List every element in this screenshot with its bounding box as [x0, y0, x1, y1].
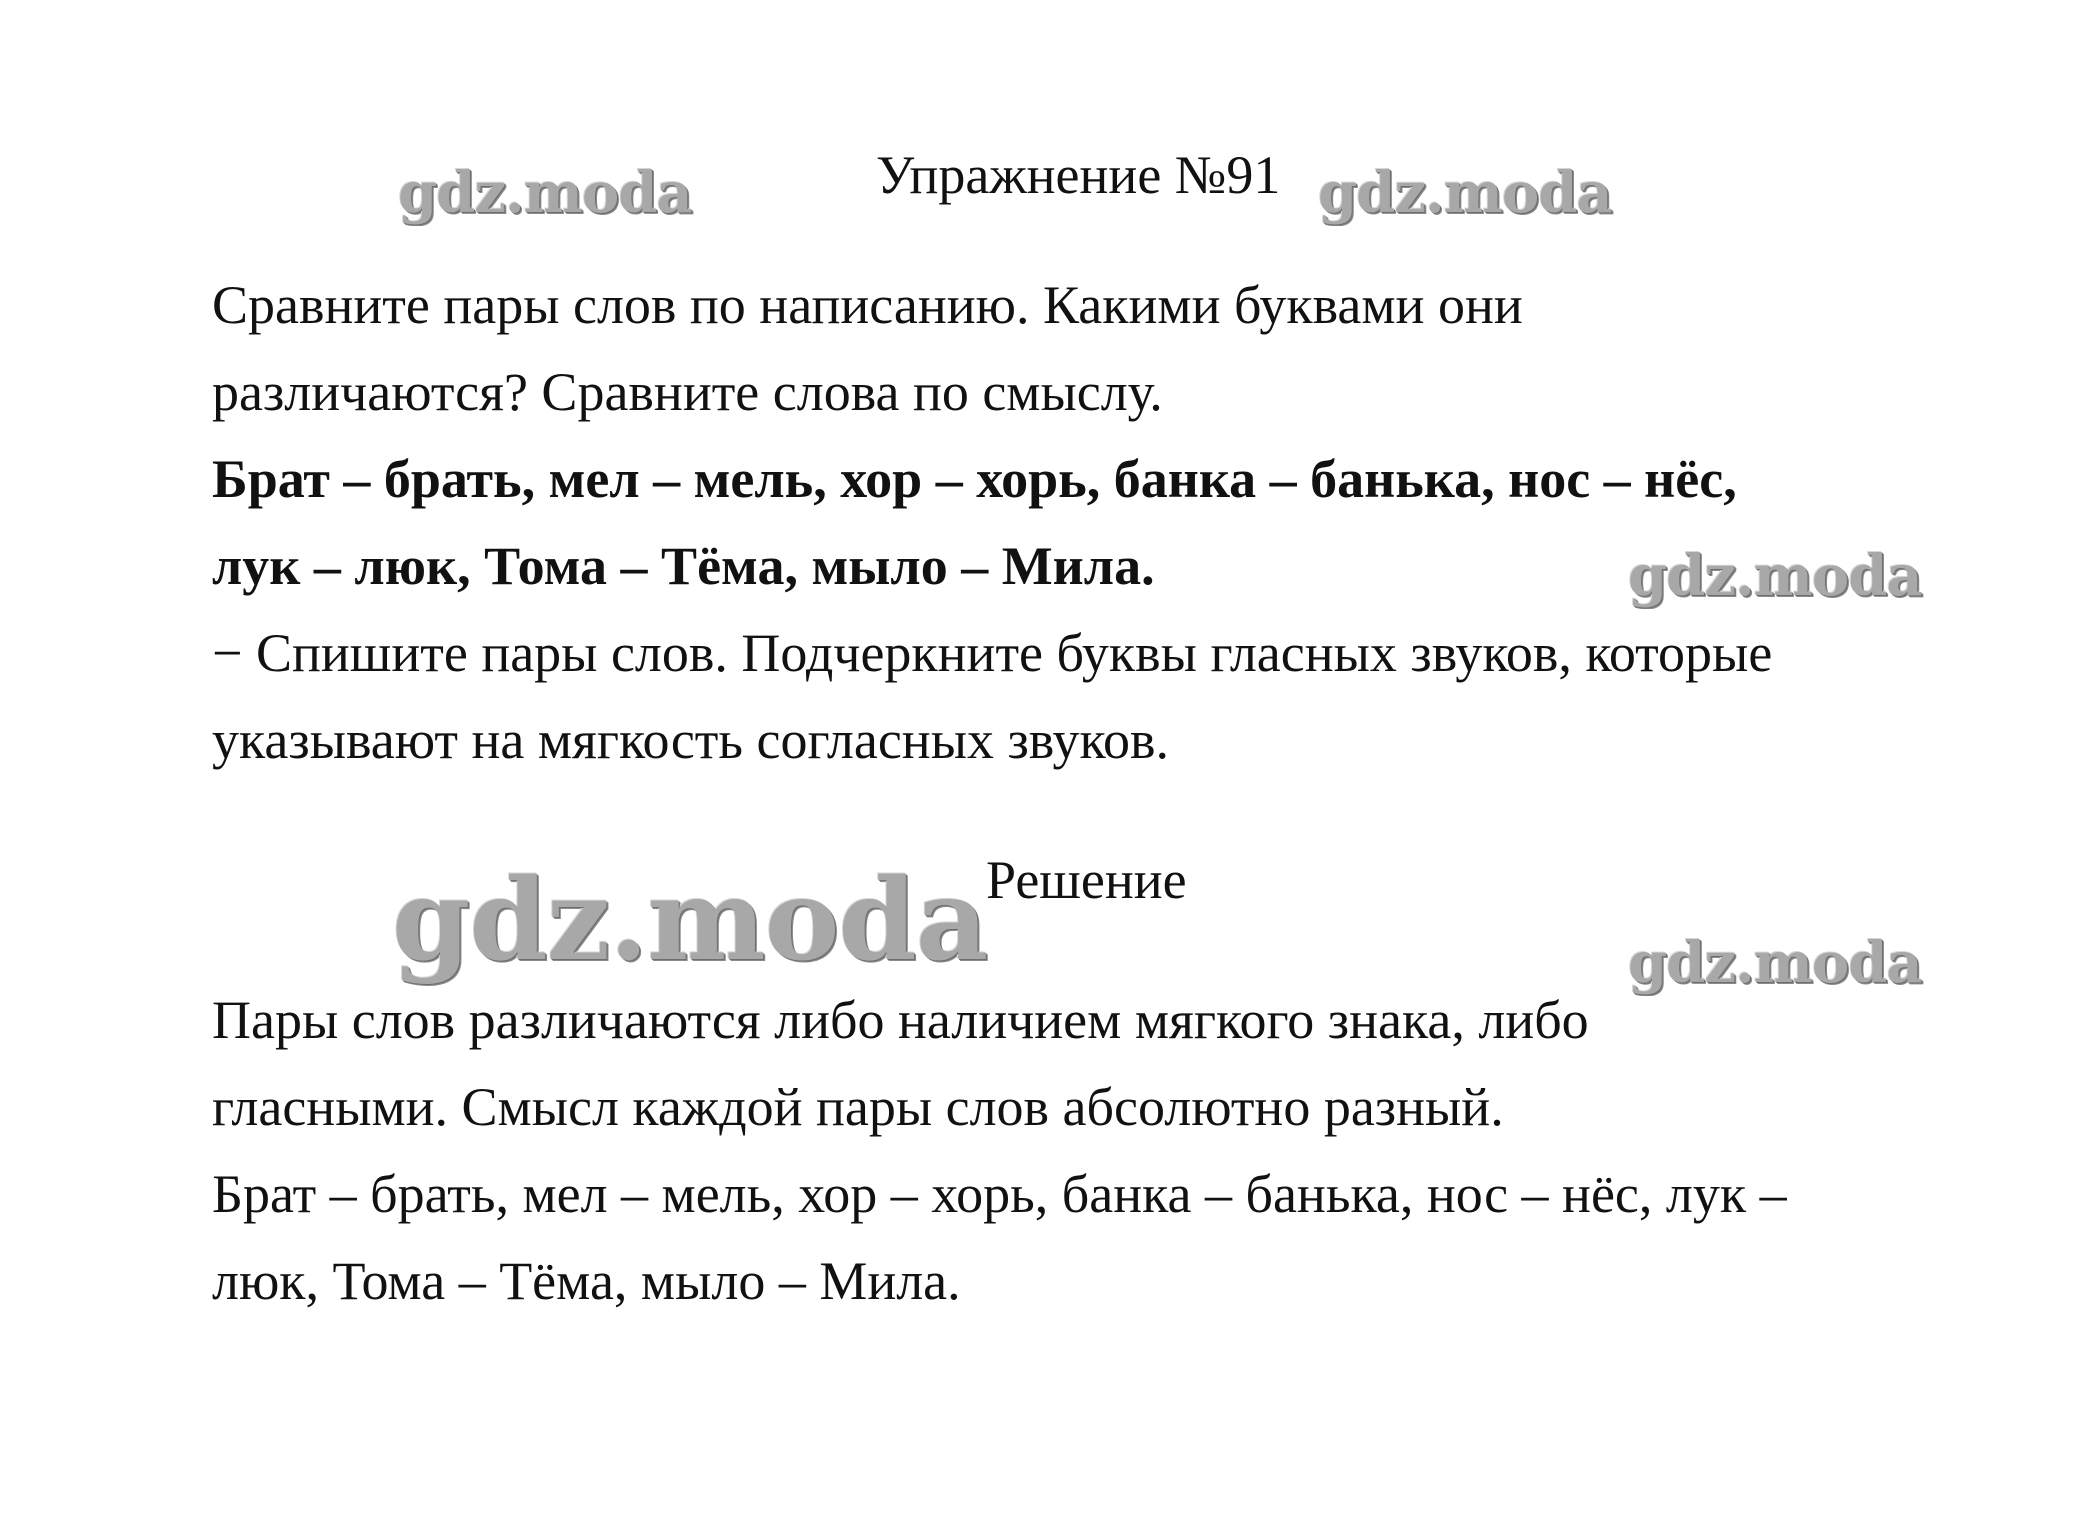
task-instruction-line: − Спишите пары слов. Подчеркните буквы гласных звуков, которые [212, 623, 1773, 683]
task-instruction-line: указывают на мягкость согласных звуков. [212, 710, 1169, 770]
task-word-pairs-line: лук – люк, Тома – Тёма, мыло – Мила. [212, 536, 1155, 596]
watermark-logo: gdz.moda [1628, 930, 1922, 996]
watermark-logo: gdz.moda [1628, 543, 1922, 609]
task-word-pairs-line: Брат – брать, мел – мель, хор – хорь, банка – банька, нос – нёс, [212, 449, 1737, 509]
solution-text-line: Пары слов различаются либо наличием мягкого знака, либо [212, 990, 1589, 1050]
solution-text-line: гласными. Смысл каждой пары слов абсолютно разный. [212, 1077, 1504, 1137]
exercise-title: Упражнение №91 [876, 145, 1281, 205]
solution-title: Решение [986, 850, 1187, 910]
solution-word-pairs-line: люк, Тома – Тёма, мыло – Мила. [212, 1251, 961, 1311]
task-text-line: различаются? Сравните слова по смыслу. [212, 362, 1163, 422]
watermark-logo: gdz.moda [398, 160, 692, 226]
task-text-line: Сравните пары слов по написанию. Какими буквами они [212, 275, 1523, 335]
watermark-logo: gdz.moda [392, 855, 988, 986]
watermark-logo: gdz.moda [1318, 160, 1612, 226]
solution-word-pairs-line: Брат – брать, мел – мель, хор – хорь, банка – банька, нос – нёс, лук – [212, 1164, 1787, 1224]
